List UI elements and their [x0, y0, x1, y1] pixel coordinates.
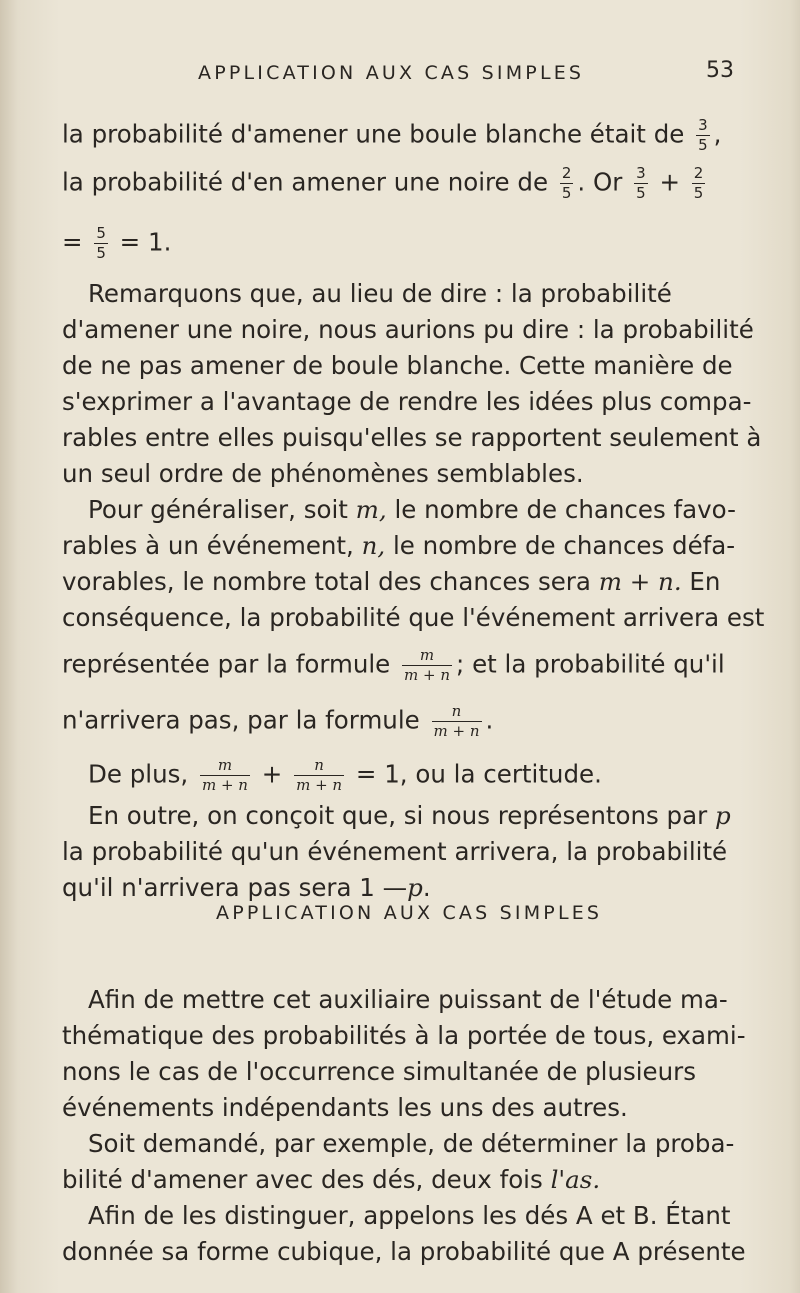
page-number: 53 [706, 58, 734, 83]
text: la probabilité d'amener une boule blanche était de [62, 119, 685, 149]
text: . [422, 873, 431, 902]
fraction [432, 704, 482, 739]
text: le nombre de chances défa- [393, 531, 736, 560]
numerator: 3 [636, 164, 646, 182]
denominator: 5 [693, 184, 704, 202]
numerator: n [432, 704, 482, 722]
text-line [62, 226, 762, 261]
text-line: Afin de mettre cet auxiliaire puissant de l'étude ma- [88, 985, 728, 1014]
text: . [485, 705, 494, 735]
text-line: conséquence, la probabilité que l'événement arrivera est [62, 603, 765, 632]
numerator: m [200, 758, 250, 776]
text: vorables, le nombre total des chances sera [62, 567, 591, 596]
denominator: m + n [404, 666, 451, 684]
numerator: 2 [693, 164, 704, 182]
fraction [560, 166, 574, 201]
text-line: d'amener une noire, nous aurions pu dire : la probabilité [62, 315, 754, 344]
fraction [94, 226, 108, 261]
denominator: m + n [296, 776, 343, 794]
text: . Or [577, 167, 623, 197]
fraction [696, 118, 710, 153]
equals-sign: = [62, 227, 83, 257]
text: n'arrivera pas, par la formule [62, 705, 420, 735]
text-line [62, 704, 762, 739]
fraction [692, 166, 706, 201]
text-line [88, 758, 788, 793]
text: ; et la probabilité qu'il [456, 649, 725, 679]
text-line [88, 494, 788, 526]
denominator: 5 [561, 184, 572, 202]
text: Pour généraliser, soit [88, 495, 348, 524]
text-line: événements indépendants les uns des autres. [62, 1093, 628, 1122]
variable: p [714, 801, 731, 830]
text: la probabilité d'en amener une noire de [62, 167, 549, 197]
text: qu'il n'arrivera pas sera 1 — [62, 873, 408, 902]
numerator: n [294, 758, 344, 776]
text-line: nons le cas de l'occurrence simultanée de plusieurs [62, 1057, 696, 1086]
text-line [62, 118, 762, 153]
fraction [200, 758, 250, 793]
variable: m, [355, 495, 387, 524]
text: En [689, 567, 721, 596]
text-line: Afin de les distinguer, appelons les dés A et B. Étant [88, 1201, 731, 1230]
text-line: Soit demandé, par exemple, de déterminer la proba- [88, 1129, 735, 1158]
text-line [62, 872, 762, 904]
variable: n, [361, 531, 386, 560]
numerator: 2 [561, 164, 572, 182]
plus-sign: + [261, 759, 283, 789]
running-head: APPLICATION AUX CAS SIMPLES [198, 62, 585, 84]
text: représentée par la formule [62, 649, 391, 679]
text: En outre, on conçoit que, si nous représentons par [88, 801, 708, 830]
variable: m + n. [598, 567, 682, 596]
denominator: 5 [698, 136, 708, 154]
text-line [88, 800, 788, 832]
text-line [62, 530, 762, 562]
numerator: 5 [96, 224, 106, 242]
section-heading: APPLICATION AUX CAS SIMPLES [216, 902, 603, 924]
text-line [62, 1164, 762, 1196]
denominator: m + n [201, 776, 248, 794]
text-line: s'exprimer a l'avantage de rendre les idées plus compa- [62, 387, 752, 416]
text: bilité d'amener avec des dés, deux fois [62, 1165, 543, 1194]
text-line: de ne pas amener de boule blanche. Cette manière de [62, 351, 733, 380]
numerator: m [402, 648, 452, 666]
numerator: 3 [698, 116, 708, 134]
fraction [294, 758, 344, 793]
text-line [62, 166, 762, 201]
text-line: Remarquons que, au lieu de dire : la probabilité [88, 279, 672, 308]
text-line [62, 566, 762, 598]
text: , [713, 119, 722, 149]
text: = 1. [119, 227, 172, 257]
fraction [402, 648, 452, 683]
text: De plus, [88, 759, 189, 789]
denominator: 5 [636, 184, 646, 202]
denominator: 5 [96, 244, 106, 262]
text-line: thématique des probabilités à la portée de tous, exami- [62, 1021, 746, 1050]
text-line: la probabilité qu'un événement arrivera, la probabilité [62, 837, 728, 866]
text-line: rables entre elles puisqu'elles se rapportent seulement à [62, 423, 762, 452]
text-line: donnée sa forme cubique, la probabilité que A présente [62, 1237, 746, 1266]
italic-text: l'as. [550, 1165, 601, 1194]
text: = 1, ou la certitude. [355, 759, 602, 789]
text-line [62, 648, 762, 683]
fraction [634, 166, 648, 201]
variable: p [407, 873, 423, 902]
text-line: un seul ordre de phénomènes semblables. [62, 459, 584, 488]
text: rables à un événement, [62, 531, 354, 560]
denominator: m + n [433, 722, 480, 740]
plus-sign: + [659, 167, 680, 197]
text: le nombre de chances favo- [394, 495, 736, 524]
